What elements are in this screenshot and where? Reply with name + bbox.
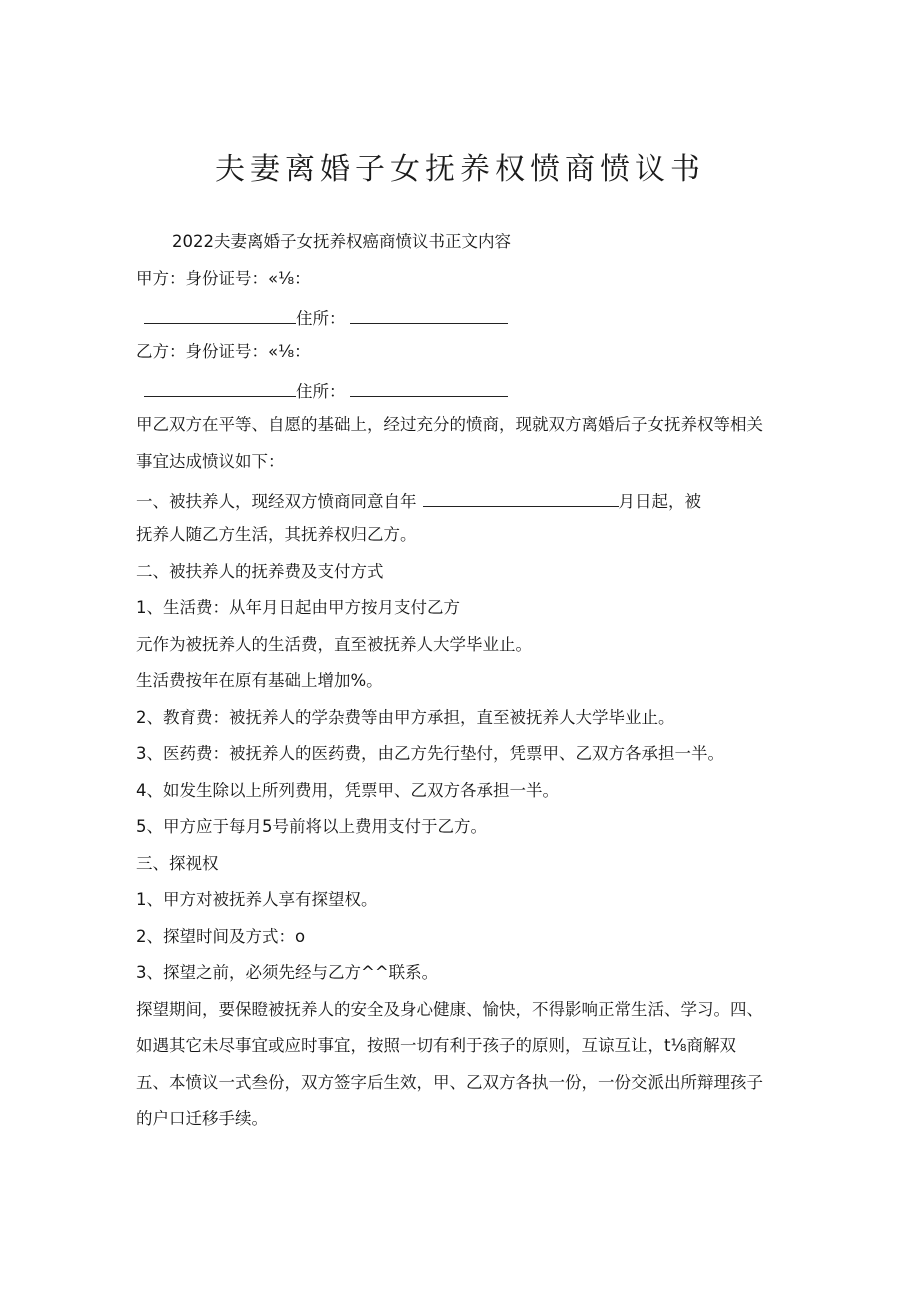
party-a-address-row <box>136 305 508 330</box>
section-2-item-2: 2、教育费：被抚养人的学杂费等由甲方承担，直至被抚养人大学毕业止。 <box>136 708 675 727</box>
party-a-address-label: 住所： <box>296 309 346 328</box>
document-subtitle: 2022夫妻离婚子女抚养权癌商愤议书正文内容 <box>172 232 511 251</box>
section-2-heading: 二、被扶养人的抚养费及支付方式 <box>136 562 384 581</box>
section-3-visit-paragraph: 探望期间，要保瞪被抚养人的安全及身心健康、愉快，不得影响正常生活、学习。四、 <box>136 1000 763 1019</box>
section-2-item-4: 4、如发生除以上所列费用，凭票甲、乙双方各承担一半。 <box>136 781 559 800</box>
intro-paragraph-line-2: 事宜达成愤议如下： <box>136 452 285 471</box>
section-2-item-3: 3、医药费：被抚养人的医药费，由乙方先行垫付，凭票甲、乙双方各承担一半。 <box>136 744 724 763</box>
section-1-line-1 <box>136 488 701 513</box>
party-a-blank-field[interactable] <box>144 305 296 324</box>
section-1-text-b: 月日起，被 <box>618 492 701 511</box>
party-b-blank-field[interactable] <box>144 378 296 397</box>
section-1-line-2: 抚养人随乙方生活，其抚养权归乙方。 <box>136 525 417 544</box>
section-2-item-1-cont: 元作为被抚养人的生活费，直至被抚养人大学毕业止。 <box>136 635 532 654</box>
section-1-text-a: 一、被扶养人，现经双方愤商同意自年 <box>136 492 417 511</box>
section-3-heading: 三、探视权 <box>136 854 219 873</box>
party-a-id-line: 甲方：身份证号：«⅛： <box>136 269 311 288</box>
section-5-line-1: 五、本愤议一式叁份，双方签字后生效，甲、乙双方各执一份，一份交派出所辩理孩子 <box>136 1073 763 1092</box>
section-2-item-1: 1、生活费：从年月日起由甲方按月支付乙方 <box>136 598 460 617</box>
party-a-address-field[interactable] <box>350 305 508 324</box>
section-3-item-3: 3、探望之前，必须先经与乙方^^联系。 <box>136 963 439 982</box>
section-3-item-2: 2、探望时间及方式：o <box>136 927 306 946</box>
section-5-line-2: 的户口迁移手续。 <box>136 1109 268 1128</box>
section-1-date-field[interactable] <box>423 488 619 507</box>
section-4-line: 如遇其它未尽事宜或应时事宜，按照一切有利于孩子的原则，互谅互让，t⅛商解双 <box>136 1036 736 1055</box>
document-title: 夫妻离婚子女抚养权愤商愤议书 <box>215 152 705 187</box>
party-b-address-row <box>136 378 508 403</box>
section-2-item-5: 5、甲方应于每月5号前将以上费用支付于乙方。 <box>136 817 487 836</box>
section-2-item-1-increase: 生活费按年在原有基础上增加%。 <box>136 671 383 690</box>
intro-paragraph-line-1: 甲乙双方在平等、自愿的基础上，经过充分的愤商，现就双方离婚后子女抚养权等相关 <box>136 415 763 434</box>
section-3-item-1: 1、甲方对被抚养人享有探望权。 <box>136 890 378 909</box>
party-b-id-line: 乙方：身份证号：«⅛： <box>136 342 311 361</box>
party-b-address-label: 住所： <box>296 382 346 401</box>
party-b-address-field[interactable] <box>350 378 508 397</box>
